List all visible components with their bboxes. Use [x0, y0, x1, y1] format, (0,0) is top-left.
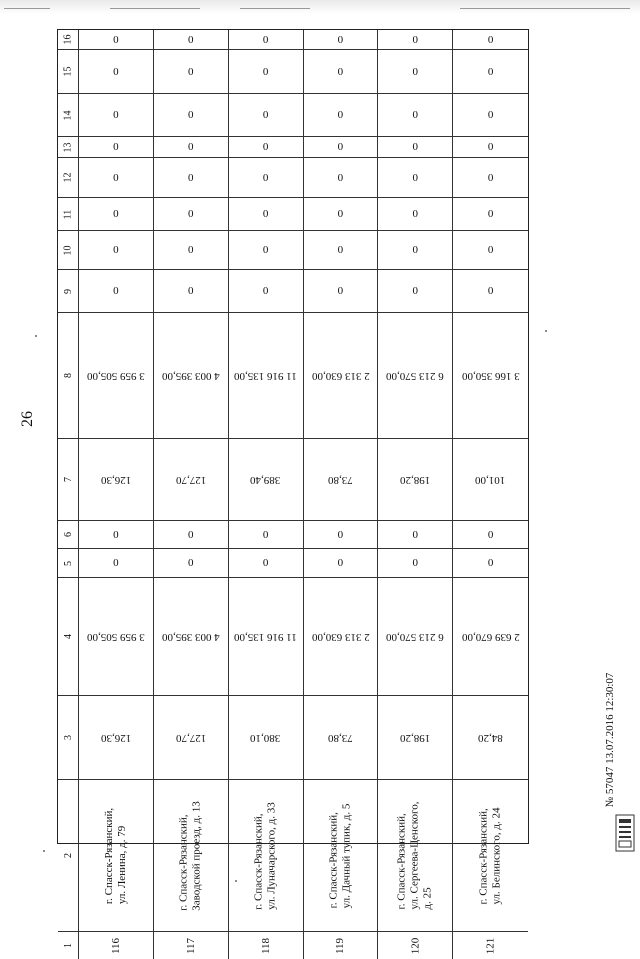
value-cell-col-7: 126,30	[79, 439, 154, 521]
address-cell	[304, 780, 379, 932]
row-number: 116	[79, 932, 154, 959]
column-header-4: 4	[58, 578, 79, 696]
value-cell-col-12: 0	[154, 158, 229, 198]
column-header-5: 5	[58, 549, 79, 578]
value-cell-col-10: 0	[453, 231, 528, 270]
value-cell-col-12: 0	[378, 158, 453, 198]
value-cell-col-4: 4 003 395,00	[154, 578, 229, 696]
column-header-3: 3	[58, 696, 79, 780]
value-cell-col-10: 0	[229, 231, 304, 270]
value-cell-col-3: 127,70	[154, 696, 229, 780]
value-cell-col-16: 0	[229, 30, 304, 50]
value-cell-col-16: 0	[79, 30, 154, 50]
value-cell-col-16: 0	[453, 30, 528, 50]
value-cell-col-12: 0	[79, 158, 154, 198]
value-cell-col-9: 0	[304, 270, 379, 313]
value-cell-col-5: 0	[304, 549, 379, 578]
value-cell-col-3: 73,80	[304, 696, 379, 780]
scan-speck	[43, 850, 45, 852]
column-header-6: 6	[58, 521, 79, 549]
value-cell-col-13: 0	[79, 137, 154, 158]
value-cell-col-13: 0	[229, 137, 304, 158]
value-cell-col-6: 0	[378, 521, 453, 549]
address-line: д. 25	[421, 887, 434, 910]
value-cell-col-8: 2 313 630,00	[304, 313, 379, 439]
column-header-12: 12	[58, 158, 79, 198]
value-cell-col-14: 0	[154, 94, 229, 137]
row-number: 120	[378, 932, 453, 959]
column-header-10: 10	[58, 231, 79, 270]
scan-edge-shadow	[0, 0, 640, 14]
value-cell-col-11: 0	[79, 198, 154, 231]
registration-stamp-text: № 57047 13.07.2016 12:30:07	[604, 672, 616, 808]
scan-artifact	[4, 8, 50, 9]
value-cell-col-10: 0	[154, 231, 229, 270]
scan-artifact	[460, 8, 630, 9]
value-cell-col-6: 0	[154, 521, 229, 549]
address-line: ул. Белинского, д. 24	[490, 807, 503, 904]
value-cell-col-11: 0	[154, 198, 229, 231]
value-cell-col-8: 6 213 570,00	[378, 313, 453, 439]
value-cell-col-11: 0	[304, 198, 379, 231]
value-cell-col-5: 0	[229, 549, 304, 578]
registration-stamp	[595, 635, 625, 845]
scan-artifact	[110, 8, 200, 9]
value-cell-col-11: 0	[453, 198, 528, 231]
value-cell-col-14: 0	[304, 94, 379, 137]
value-cell-col-11: 0	[378, 198, 453, 231]
value-cell-col-15: 0	[378, 50, 453, 94]
column-header-1: 1	[58, 932, 79, 959]
value-cell-col-14: 0	[453, 94, 528, 137]
value-cell-col-9: 0	[79, 270, 154, 313]
value-cell-col-3: 198,20	[378, 696, 453, 780]
value-cell-col-14: 0	[79, 94, 154, 137]
column-header-11: 11	[58, 198, 79, 231]
value-cell-col-14: 0	[229, 94, 304, 137]
value-cell-col-13: 0	[453, 137, 528, 158]
column-header-2: 2	[58, 780, 79, 932]
value-cell-col-4: 2 639 670,00	[453, 578, 528, 696]
value-cell-col-7: 101,00	[453, 439, 528, 521]
value-cell-col-5: 0	[154, 549, 229, 578]
address-line: г. Спасск-Рязанский,	[102, 807, 115, 904]
scan-speck	[545, 330, 547, 332]
address-line: г. Спасск-Рязанский,	[177, 813, 190, 911]
scan-speck	[35, 335, 37, 337]
column-header-8: 8	[58, 313, 79, 439]
row-number: 119	[304, 932, 379, 959]
address-line: г. Спасск-Рязанский,	[395, 813, 408, 910]
address-line: Заводской проезд, д. 13	[190, 800, 203, 911]
value-cell-col-7: 389,40	[229, 439, 304, 521]
value-cell-col-4: 6 213 570,00	[378, 578, 453, 696]
value-cell-col-6: 0	[229, 521, 304, 549]
value-cell-col-9: 0	[378, 270, 453, 313]
value-cell-col-11: 0	[229, 198, 304, 231]
value-cell-col-7: 198,20	[378, 439, 453, 521]
value-cell-col-16: 0	[378, 30, 453, 50]
scan-speck	[235, 880, 237, 882]
value-cell-col-9: 0	[154, 270, 229, 313]
value-cell-col-4: 11 916 135,00	[229, 578, 304, 696]
value-cell-col-5: 0	[378, 549, 453, 578]
value-cell-col-16: 0	[304, 30, 379, 50]
column-header-16: 16	[58, 30, 79, 50]
value-cell-col-5: 0	[79, 549, 154, 578]
value-cell-col-8: 3 166 350,00	[453, 313, 528, 439]
value-cell-col-5: 0	[453, 549, 528, 578]
row-number: 121	[484, 937, 497, 954]
column-header-15: 15	[58, 50, 79, 94]
value-cell-col-8: 11 916 135,00	[229, 313, 304, 439]
column-header-7: 7	[58, 439, 79, 521]
value-cell-col-15: 0	[304, 50, 379, 94]
value-cell-col-14: 0	[378, 94, 453, 137]
value-cell-col-7: 127,70	[154, 439, 229, 521]
scan-artifact	[240, 8, 310, 9]
value-cell-col-8: 4 003 395,00	[154, 313, 229, 439]
value-cell-col-3: 84,20	[453, 696, 528, 780]
row-number: 118	[229, 932, 304, 959]
value-cell-col-3: 380,10	[229, 696, 304, 780]
address-line: г. Спасск-Рязанский,	[477, 807, 490, 904]
value-cell-col-9: 0	[453, 270, 528, 313]
address-line: ул. Ленина, д. 79	[115, 825, 128, 904]
value-cell-col-15: 0	[79, 50, 154, 94]
address-line: г. Спасск-Рязанский,	[327, 811, 340, 908]
address-cell	[378, 780, 453, 932]
row-number: 117	[154, 932, 229, 959]
value-cell-col-15: 0	[453, 50, 528, 94]
value-cell-col-8: 3 959 505,00	[79, 313, 154, 439]
address-line: г. Спасск-Рязанский,	[252, 812, 265, 910]
address-cell	[229, 780, 304, 932]
address-cell	[79, 780, 154, 932]
value-cell-col-10: 0	[304, 231, 379, 270]
value-cell-col-13: 0	[304, 137, 379, 158]
registry-table	[57, 29, 529, 954]
value-cell-col-13: 0	[378, 137, 453, 158]
address-cell	[453, 780, 528, 932]
page-number: 26	[19, 411, 36, 427]
address-line: ул. Луначарского, д. 33	[265, 801, 278, 910]
value-cell-col-12: 0	[304, 158, 379, 198]
address-line: ул. Сергеева-Ценского,	[408, 801, 421, 910]
column-header-9: 9	[58, 270, 79, 313]
value-cell-col-4: 3 959 505,00	[79, 578, 154, 696]
column-header-13: 13	[58, 137, 79, 158]
value-cell-col-10: 0	[79, 231, 154, 270]
value-cell-col-13: 0	[154, 137, 229, 158]
value-cell-col-4: 2 313 630,00	[304, 578, 379, 696]
value-cell-col-6: 0	[79, 521, 154, 549]
value-cell-col-7: 73,80	[304, 439, 379, 521]
value-cell-col-15: 0	[229, 50, 304, 94]
value-cell-col-6: 0	[453, 521, 528, 549]
value-cell-col-6: 0	[304, 521, 379, 549]
value-cell-col-16: 0	[154, 30, 229, 50]
address-cell	[154, 780, 229, 932]
value-cell-col-12: 0	[229, 158, 304, 198]
value-cell-col-12: 0	[453, 158, 528, 198]
value-cell-col-15: 0	[154, 50, 229, 94]
value-cell-col-9: 0	[229, 270, 304, 313]
value-cell-col-3: 126,30	[79, 696, 154, 780]
column-header-14: 14	[58, 94, 79, 137]
address-line: ул. Дачный тупик, д. 5	[340, 803, 353, 908]
value-cell-col-10: 0	[378, 231, 453, 270]
